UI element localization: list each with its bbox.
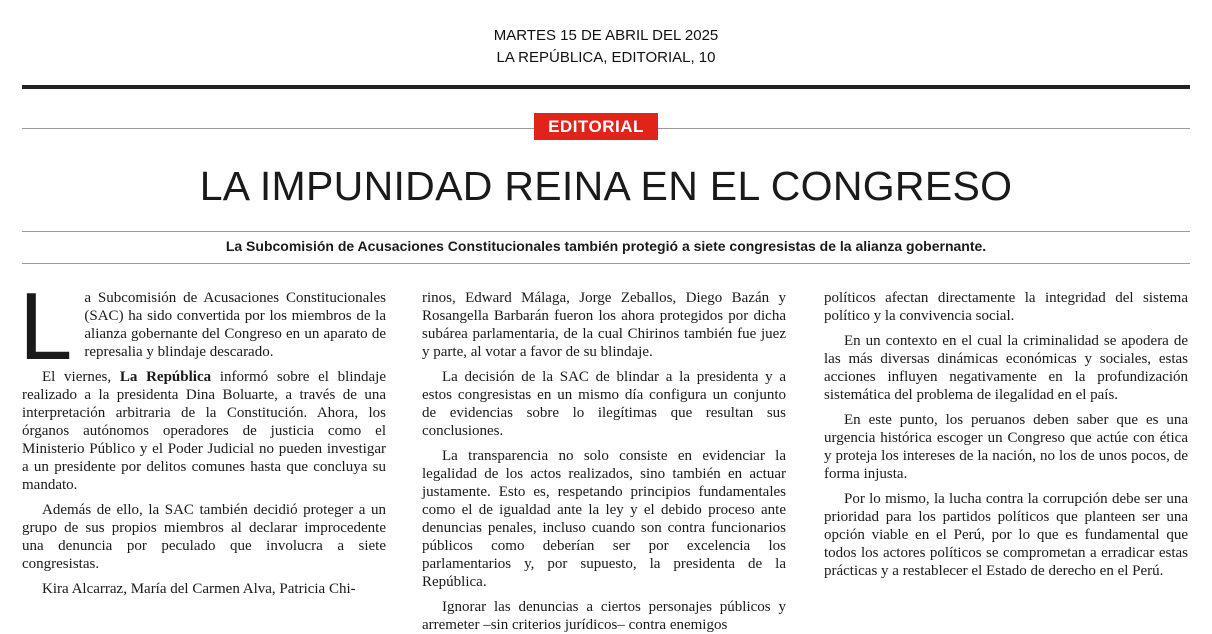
article-paragraph: Kira Alcarraz, María del Carmen Alva, Patricia Chi- xyxy=(42,581,356,597)
article-column-3 xyxy=(824,289,1188,580)
subhead-bottom-divider xyxy=(22,263,1190,264)
article-subheadline: La Subcomisión de Acusaciones Constitucionales también protegió a siete congresistas de la alianza gobernante. xyxy=(225,238,987,254)
article-column-1 xyxy=(19,273,386,598)
article-paragraph xyxy=(22,368,386,494)
publication-source: LA REPÚBLICA, EDITORIAL, 10 xyxy=(496,49,716,66)
article-paragraph: La transparencia no solo consiste en evidenciar la legalidad de los actos realizados, sino también en actuar justamente. Esto es, respetando principios fundamentales como el de igualdad ante la ley y el debido proceso ante denuncias penales, incluso cuando son contra funcionarios públicos como deberían ser por excelencia los parlamentarios y, por supuesto, la presidenta de la República. xyxy=(422,448,786,590)
section-label-editorial: EDITORIAL xyxy=(534,113,658,140)
article-paragraph: En este punto, los peruanos deben saber que es una urgencia histórica escoger un Congreso que actúe con ética y proteja los intereses de la nación, no los de unos pocos, de forma injusta. xyxy=(824,412,1188,482)
newspaper-name: La República xyxy=(119,369,212,385)
article-paragraph: Ignorar las denuncias a ciertos personajes públicos y arremeter –sin criterios jurídicos– contra enemigos xyxy=(422,599,786,633)
paragraph-text: informó sobre el blindaje realizado a la presidenta Dina Boluarte, a través de una interpretación arbitraria de la Constitución. Ahora, los órganos autónomos operadores de justicia como el Ministerio Público y el Poder Judicial no pueden investigar a un presidente por delitos comunes hasta que concluya su mandato. xyxy=(22,369,386,493)
subhead-top-divider xyxy=(22,231,1190,232)
article-paragraph: Por lo mismo, la lucha contra la corrupción debe ser una prioridad para los partidos políticos que planteen ser una opción viable en el Perú, por lo que es fundamental que todos los actores políticos se comprometan a erradicar estas prácticas y a restablecer el Estado de derecho en el Perú. xyxy=(824,491,1188,579)
paragraph-text: El viernes, xyxy=(42,369,120,385)
article-paragraph: Además de ello, la SAC también decidió proteger a un grupo de sus propios miembros al declarar improcedente una denuncia por peculado que involucra a siete congresistas. xyxy=(22,502,386,572)
article-paragraph: En un contexto en el cual la criminalidad se apodera de las más diversas dinámicas económicas y sociales, estas acciones influyen negativamente en la profundización sistemática del problema de ilegalidad en el país. xyxy=(824,333,1188,403)
paragraph-text: a Subcomisión de Acusaciones Constitucionales (SAC) ha sido convertida por los miembros de la alianza gobernante del Congreso en un aparato de represalia y blindaje descarado. xyxy=(84,290,386,360)
article-headline: LA IMPUNIDAD REINA EN EL CONGRESO xyxy=(199,163,1013,209)
publication-date: MARTES 15 DE ABRIL DEL 2025 xyxy=(493,27,719,44)
header-divider xyxy=(22,85,1190,89)
article-paragraph: políticos afectan directamente la integridad del sistema político y la convivencia social. xyxy=(824,290,1188,324)
article-paragraph: rinos, Edward Málaga, Jorge Zeballos, Diego Bazán y Rosangella Barbarán fueron los ahora protegidos por dicha subárea parlamentaria, de la cual Chirinos también fue juez y parte, al votar a favor de su blindaje. xyxy=(422,290,786,360)
drop-cap: L xyxy=(19,273,73,380)
article-paragraph: La decisión de la SAC de blindar a la presidenta y a estos congresistas en un mismo día configura un conjunto de evidencias sobre lo ilegítimas que resultan sus conclusiones. xyxy=(422,369,786,439)
article-column-2 xyxy=(422,289,786,634)
